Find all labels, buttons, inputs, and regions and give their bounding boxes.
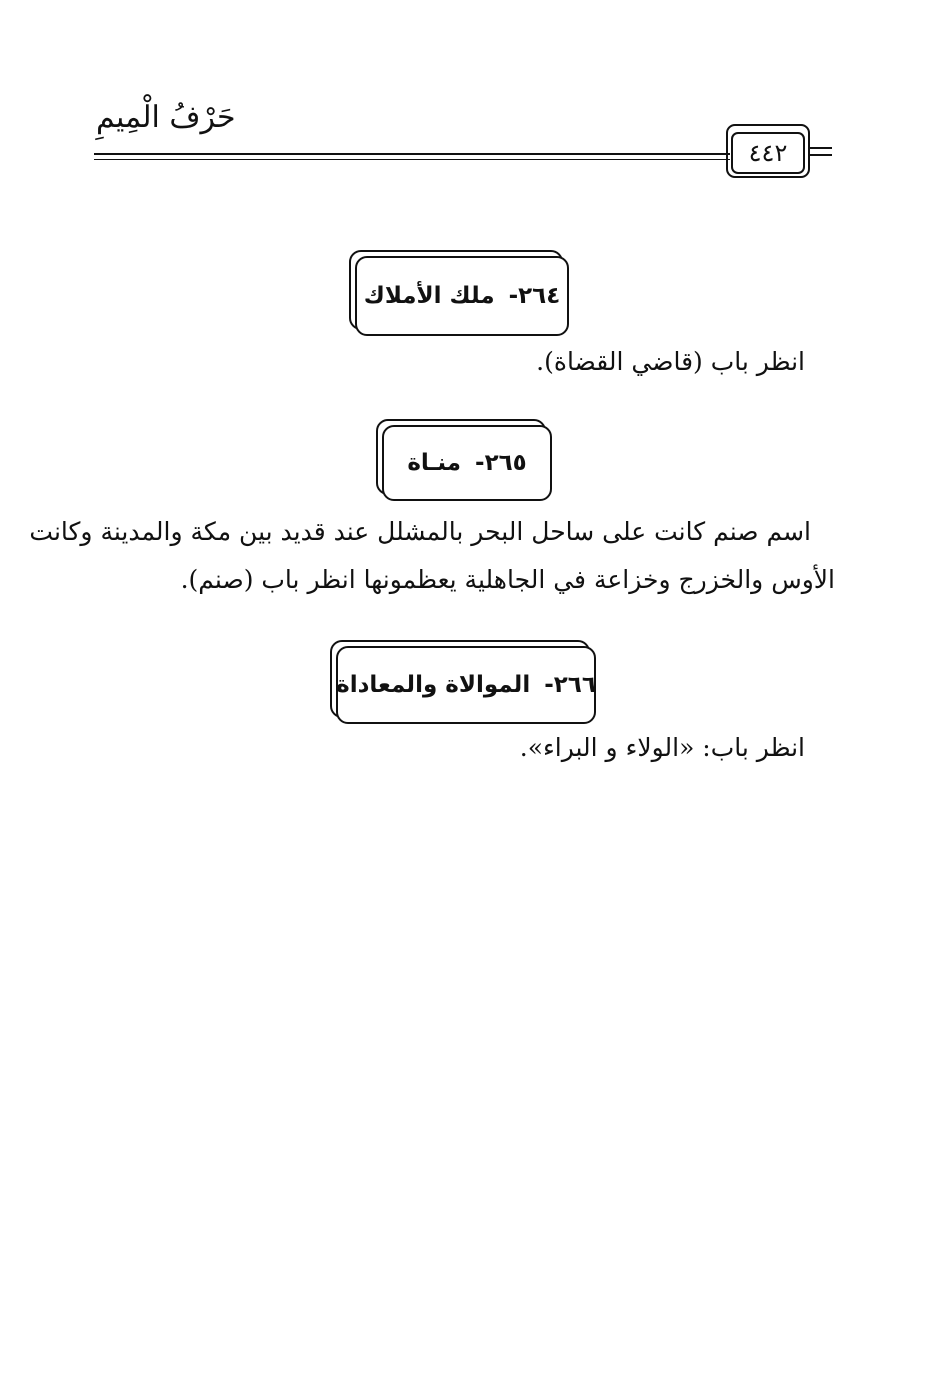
entry-body-265-line-2: الأوس والخزرج وخزاعة في الجاهلية يعظمونها انظر باب (صنم). bbox=[180, 565, 835, 594]
header-rule-right bbox=[808, 147, 832, 149]
entry-title: ملك الأملاك bbox=[363, 283, 495, 309]
entry-number: ٢٦٤- bbox=[508, 283, 561, 309]
entry-title: الموالاة والمعاداة bbox=[336, 672, 531, 698]
heading-frame bbox=[382, 425, 552, 501]
header-rule-thin bbox=[94, 159, 730, 160]
header-rule bbox=[94, 153, 730, 155]
entry-body-264: انظر باب (قاضي القضاة). bbox=[536, 347, 805, 376]
page-number: ٤٤٢ bbox=[731, 132, 805, 174]
entry-heading-265 bbox=[376, 419, 552, 501]
entry-heading-266 bbox=[330, 640, 596, 724]
header-rule-right-lower bbox=[808, 154, 832, 156]
entry-title: منـاة bbox=[407, 450, 462, 476]
entry-body-266: انظر باب: «الولاء و البراء». bbox=[519, 733, 805, 762]
heading-frame bbox=[355, 256, 569, 336]
entry-heading-264 bbox=[349, 250, 569, 336]
heading-frame bbox=[336, 646, 596, 724]
entry-number: ٢٦٦- bbox=[544, 672, 596, 698]
entry-number: ٢٦٥- bbox=[475, 450, 527, 476]
chapter-title: حَرْفُ الْمِيمِ bbox=[96, 100, 236, 135]
entry-body-265-line-1: اسم صنم كانت على ساحل البحر بالمشلل عند قديد بين مكة والمدينة وكانت bbox=[29, 517, 811, 546]
